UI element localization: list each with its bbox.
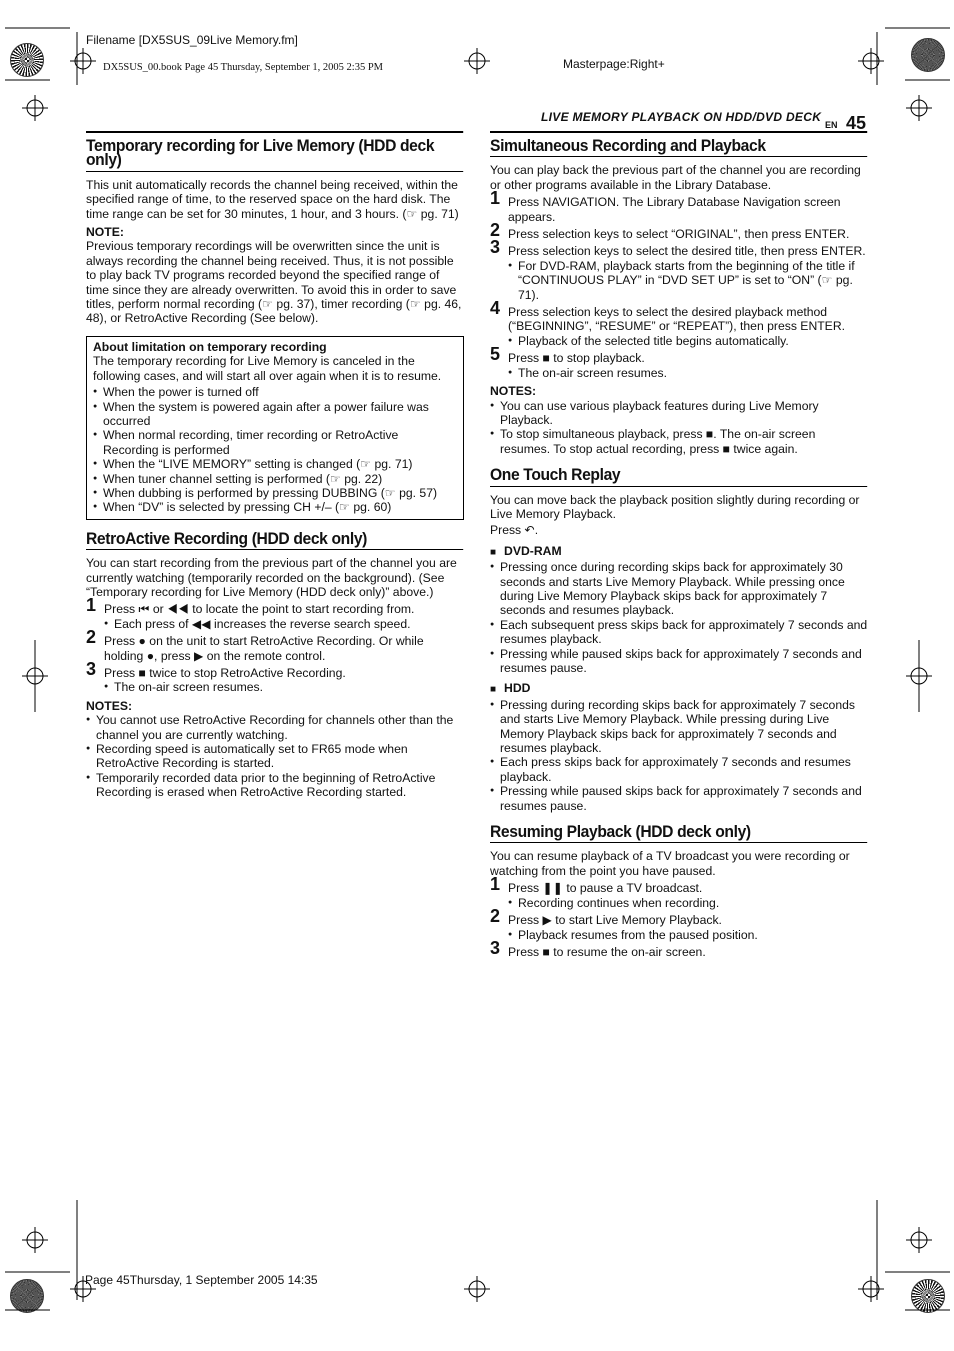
limitation-item: ● When the “LIVE MEMORY” setting is changed (☞ pg. 71) [93,457,457,471]
retro-step: 3 Press ■ twice to stop RetroActive Recording. [86,659,346,680]
section-heading-temporary: Temporary recording for Live Memory (HDD deck only) [86,131,463,172]
sim-step: 3 Press selection keys to select the desired title, then press ENTER. [490,237,866,259]
limitation-item: ● When dubbing is performed by pressing DUBBING (☞ pg. 57) [93,486,457,500]
page-number: 45 [846,113,867,133]
limitation-box-intro: The temporary recording for Live Memory is canceled in the following cases, and will start all over again when it is to resume. [93,354,442,383]
left-column [86,131,464,800]
dvd-ram-item: ● Pressing while paused skips back for approximately 7 seconds and resumes pause. [490,647,868,676]
resume-step: 1 Press ❚❚ to pause a TV broadcast. [490,874,703,896]
sim-step: 1 Press NAVIGATION. The Library Database Navigation screen appears. [490,188,841,224]
section-heading-one-touch-replay: One Touch Replay [490,468,867,486]
color-target-top-right [911,38,945,72]
sim-step: 2 Press selection keys to select “ORIGINAL”, then press ENTER. [490,220,850,242]
color-target-top-left [10,43,44,77]
right-column [490,131,868,959]
color-target-bottom-right [911,1279,945,1313]
book-info-line: DX5SUS_00.book Page 45 Thursday, September 1, 2005 2:35 PM [103,62,383,73]
sim-step-bullet: ● Playback of the selected title begins automatically. [490,334,868,348]
sim-step-bullet: ● The on-air screen resumes. [490,366,868,380]
limitation-item: ● When the power is turned off [93,385,457,399]
section-heading-resuming: Resuming Playback (HDD deck only) [490,825,867,843]
color-target-bottom-left [10,1279,44,1313]
notes-label: NOTES: [86,698,133,713]
sim-note: ● You can use various playback features during Live Memory Playback. [490,399,868,428]
hdd-item: ● Pressing while paused skips back for approximately 7 seconds and resumes pause. [490,784,868,813]
hdd-item: ● Each press skips back for approximately 7 seconds and resumes playback. [490,755,868,784]
language-tag: EN [825,120,838,130]
temporary-body: This unit automatically records the channel being received, within the specified range of time, to the reserved space on the hard disk. The time range can be set for 30 minutes, 1 hour, and 3 hours. (☞ pg. 71) [86,177,459,221]
otr-body: You can move back the playback position slightly during recording or Live Memory Playback. [490,492,860,521]
simultaneous-body: You can play back the previous part of the channel you are recording or other programs available in the Library Database. [490,163,861,192]
limitation-box [86,336,464,520]
resume-step: 3 Press ■ to resume the on-air screen. [490,937,706,959]
dvd-ram-item: ● Each subsequent press skips back for approximately 7 seconds and resumes playback. [490,618,868,647]
filename-label: Filename [DX5SUS_09Live Memory.fm] [86,33,298,47]
sim-step: 5 Press ■ to stop playback. [490,344,645,366]
sim-step: 4 Press selection keys to select the desired playback method (“BEGINNING”, “RESUME” or “REPEAT”), then press ENTER. [490,298,846,334]
limitation-item: ● When “DV” is selected by pressing CH +/– (☞ pg. 60) [93,500,457,514]
dvd-ram-label: ■ DVD-RAM [490,544,868,560]
running-head [541,108,871,133]
masterpage-label: Masterpage:Right+ [563,57,665,71]
resume-step: 2 Press ▶ to start Live Memory Playback. [490,906,722,928]
hdd-item: ● Pressing during recording skips back for approximately 7 seconds and starts Live Memory Playback. While pressing during Live Memory Playback skips back for approximately 7 seconds and resumes playback. [490,698,868,756]
sim-note: ● To stop simultaneous playback, press ■. The on-air screen resumes. To stop actual recording, press ■ twice again. [490,427,868,456]
retro-note: ● You cannot use RetroActive Recording for channels other than the channel you are currently watching. [86,713,464,742]
resume-body: You can resume playback of a TV broadcast you were recording or watching from the point you have paused. [490,849,850,878]
dvd-ram-item: ● Pressing once during recording skips back for approximately 30 seconds and starts Live Memory Playback. While pressing once during Live Memory Playback skips back for approximately 7 seconds and resumes playback. [490,560,868,618]
retro-note: ● Temporarily recorded data prior to the beginning of RetroActive Recording is erased when RetroActive Recording started. [86,771,464,800]
limitation-item: ● When normal recording, timer recording or RetroActive Recording is performed [93,428,457,457]
retroactive-body: You can start recording from the previous part of the channel you are currently watching (temporarily recorded on the background). (See “Temporary recording for Live Memory (HDD deck only)” above.) [86,556,457,599]
notes-label: NOTES: [490,384,537,399]
otr-press: Press ↶. [490,523,539,538]
hdd-label: ■ HDD [490,681,868,697]
resume-step-bullet: ● Recording continues when recording. [490,896,868,910]
retro-step-bullet: ● Each press of ◀◀ increases the reverse search speed. [86,617,464,631]
resume-step-bullet: ● Playback resumes from the paused position. [490,928,868,942]
retro-note: ● Recording speed is automatically set to FR65 mode when RetroActive Recording is started. [86,742,464,771]
temporary-note: Previous temporary recordings will be overwritten since the unit is always recording the channel being received. Thus, it is not possible to play back TV programs recorded beyond the specified range of time since they are already overwritten. To avoid this in order to save titles, perform normal recording (☞ pg. 37), timer recording (☞ pg. 46, 48), or RetroActive Recording (See below). [86,239,462,326]
running-head-title: LIVE MEMORY PLAYBACK ON HDD/DVD DECK [541,110,822,124]
sim-step-bullet: ● For DVD-RAM, playback starts from the beginning of the title if “CONTINUOUS PLAY” in “DVD SET UP” is set to “ON” (☞ pg. 71). [490,259,868,302]
limitation-item: ● When the system is powered again after a power failure was occurred [93,400,457,429]
section-heading-simultaneous: Simultaneous Recording and Playback [490,131,867,157]
note-label: NOTE: [86,225,124,240]
retro-step: 2 Press ● on the unit to start RetroActive Recording. Or while holding ●, press ▶ on the remote control. [86,627,424,663]
limitation-item: ● When tuner channel setting is performed (☞ pg. 22) [93,472,457,486]
limitation-box-title: About limitation on temporary recording [93,339,327,354]
page-footer: Page 45Thursday, 1 September 2005 14:35 [85,1273,318,1287]
retro-step-bullet: ● The on-air screen resumes. [86,680,464,694]
section-heading-retroactive: RetroActive Recording (HDD deck only) [86,532,463,550]
retro-step: 1 Press ⏮ or ◀◀ to locate the point to start recording from. [86,595,415,617]
